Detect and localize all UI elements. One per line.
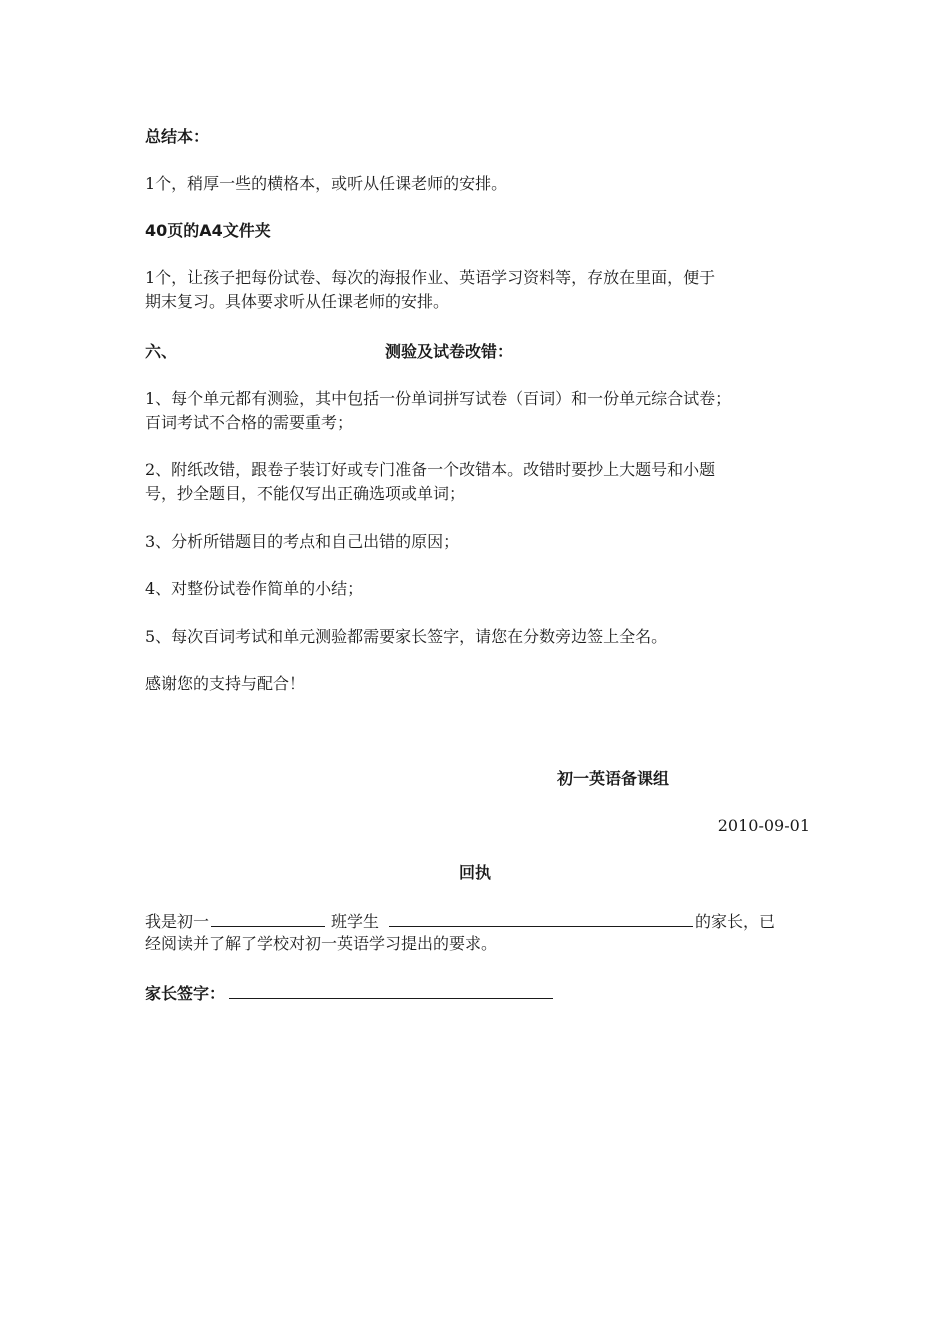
section-six-number: 六、 xyxy=(145,342,178,361)
receipt-text-part1: 我是初一 xyxy=(145,912,210,931)
folder-description-line2: 期末复习。具体要求听从任课老师的安排。 xyxy=(145,292,450,311)
receipt-text-part3: 的家长，已 xyxy=(695,912,776,931)
item-4: 4、对整份试卷作简单的小结； xyxy=(145,579,364,598)
thanks-text: 感谢您的支持与配合！ xyxy=(145,674,306,693)
section-six-heading xyxy=(145,340,810,364)
receipt-line2: 经阅读并了解了学校对初一英语学习提出的要求。 xyxy=(145,934,498,953)
receipt-title: 回执 xyxy=(458,863,491,882)
student-name-blank-field[interactable] xyxy=(389,908,693,927)
class-blank-field[interactable] xyxy=(211,908,325,927)
item-5: 5、每次百词考试和单元测验都需要家长签字，请您在分数旁边签上全名。 xyxy=(145,627,668,646)
parent-signature-row xyxy=(145,980,810,1006)
parent-signature-label: 家长签字： xyxy=(145,984,226,1003)
notebook-title: 总结本： xyxy=(145,127,210,146)
signature-group: 初一英语备课组 xyxy=(557,769,670,788)
item-2-line1: 2、附纸改错，跟卷子装订好或专门准备一个改错本。改错时要抄上大题号和小题 xyxy=(145,460,716,479)
parent-signature-blank-field[interactable] xyxy=(229,980,553,999)
item-1-line2: 百词考试不合格的需要重考； xyxy=(145,413,354,432)
notebook-description: 1个，稍厚一些的横格本，或听从任课老师的安排。 xyxy=(145,174,508,193)
item-1-line1: 1、每个单元都有测验，其中包括一份单词拼写试卷（百词）和一份单元综合试卷； xyxy=(145,389,732,408)
signature-date: 2010-09-01 xyxy=(717,816,810,835)
item-3: 3、分析所错题目的考点和自己出错的原因； xyxy=(145,532,460,551)
item-2-line2: 号，抄全题目，不能仅写出正确选项或单词； xyxy=(145,484,466,503)
folder-description-line1: 1个，让孩子把每份试卷、每次的海报作业、英语学习资料等，存放在里面，便于 xyxy=(145,268,716,287)
receipt-text-part2: 班学生 xyxy=(331,912,380,931)
receipt-line1 xyxy=(145,908,810,934)
folder-title: 40页的A4文件夹 xyxy=(145,221,271,240)
section-six-title: 测验及试卷改错： xyxy=(385,342,514,361)
